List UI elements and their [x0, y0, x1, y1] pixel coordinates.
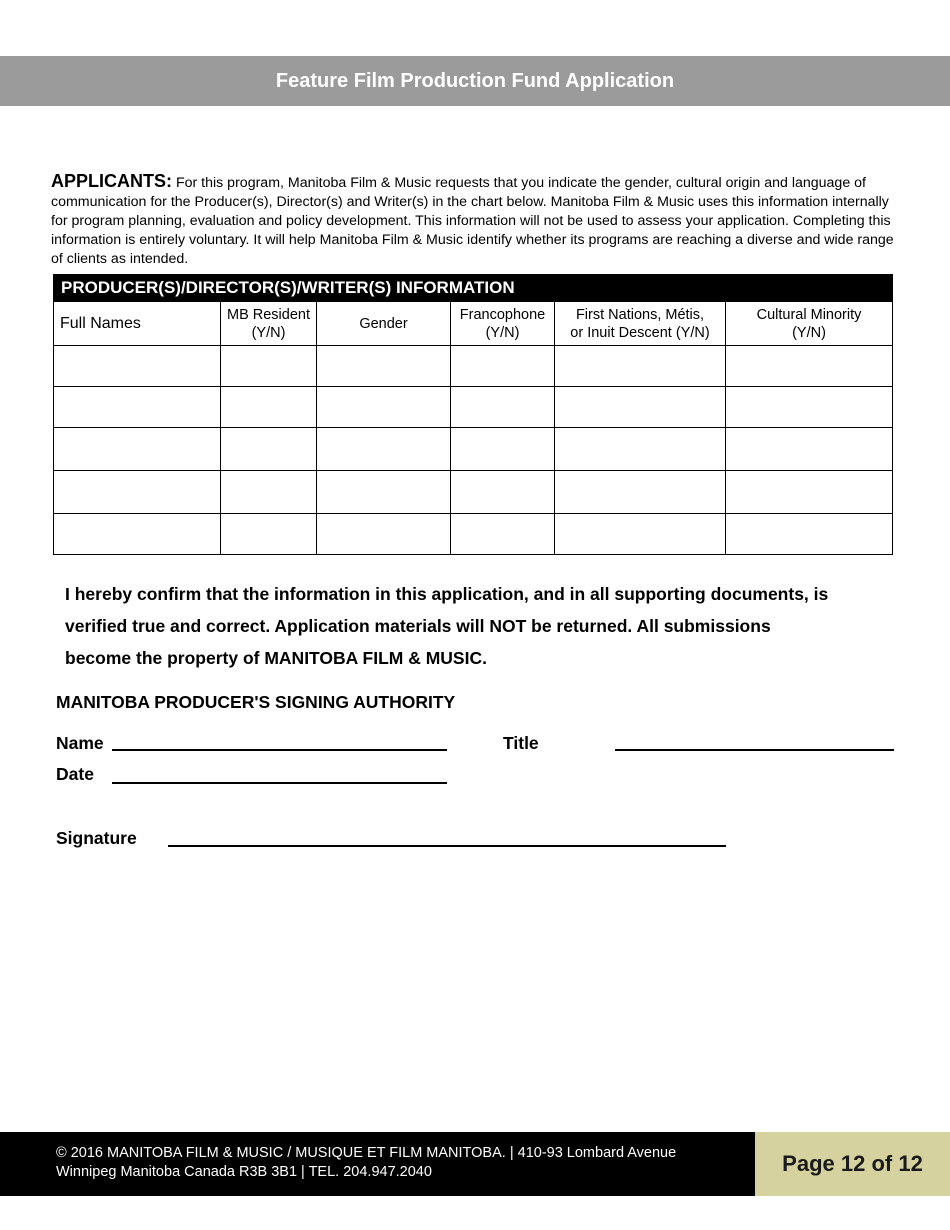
cell-cultural-minority[interactable] — [726, 346, 893, 387]
name-label: Name — [56, 733, 104, 753]
cell-cultural-minority[interactable] — [726, 387, 893, 428]
cell-full-name[interactable] — [54, 471, 221, 514]
applicants-text: For this program, Manitoba Film & Music requests that you indicate the gender, cultural origin and language of communication for the Producer(s), Director(s) and Writer(s) in the chart below. Manitoba Film & Music uses this information internally for program planning, evaluation and policy development. This information will not be used to assess your application. Completing this information is entirely voluntary. It will help Manitoba Film & Music identify whether its programs are reaching a diverse and wide range of clients as intended. — [51, 175, 894, 267]
column-header-gender: Gender — [317, 302, 451, 346]
cell-full-name[interactable] — [54, 346, 221, 387]
cell-francophone[interactable] — [451, 428, 555, 471]
table-row — [54, 471, 893, 514]
footer-contact — [0, 1132, 755, 1196]
cell-full-name[interactable] — [54, 514, 221, 555]
column-header-cultural-minority: Cultural Minority (Y/N) — [726, 302, 893, 346]
date-label: Date — [56, 764, 94, 784]
cell-mb-resident[interactable] — [221, 514, 317, 555]
column-header-indigenous-descent: First Nations, Métis, or Inuit Descent (Y/N) — [555, 302, 726, 346]
cell-indigenous-descent[interactable] — [555, 428, 726, 471]
header-band — [0, 56, 950, 106]
title-label: Title — [503, 733, 539, 753]
page-title: Feature Film Production Fund Application — [275, 69, 675, 92]
applicants-intro — [51, 172, 906, 269]
cell-gender[interactable] — [317, 514, 451, 555]
footer-address: Winnipeg Manitoba Canada R3B 3B1 | TEL. 204.947.2040 — [56, 1164, 432, 1180]
cell-gender[interactable] — [317, 387, 451, 428]
cell-francophone[interactable] — [451, 471, 555, 514]
cell-full-name[interactable] — [54, 387, 221, 428]
cell-indigenous-descent[interactable] — [555, 514, 726, 555]
cell-indigenous-descent[interactable] — [555, 387, 726, 428]
cell-gender[interactable] — [317, 346, 451, 387]
cell-full-name[interactable] — [54, 428, 221, 471]
cell-cultural-minority[interactable] — [726, 428, 893, 471]
confirmation-statement — [65, 578, 905, 674]
cell-mb-resident[interactable] — [221, 471, 317, 514]
column-header-francophone: Francophone (Y/N) — [451, 302, 555, 346]
signature-label: Signature — [56, 828, 137, 848]
producer-info-table — [53, 274, 893, 555]
cell-gender[interactable] — [317, 428, 451, 471]
cell-mb-resident[interactable] — [221, 387, 317, 428]
column-header-full-names: Full Names — [54, 302, 221, 346]
table-row — [54, 387, 893, 428]
table-row — [54, 346, 893, 387]
cell-indigenous-descent[interactable] — [555, 471, 726, 514]
table-row — [54, 428, 893, 471]
confirmation-line: become the property of MANITOBA FILM & MUSIC. — [65, 648, 487, 668]
title-field-line[interactable] — [615, 749, 894, 751]
cell-indigenous-descent[interactable] — [555, 346, 726, 387]
applicants-heading: APPLICANTS: — [51, 171, 172, 191]
cell-gender[interactable] — [317, 471, 451, 514]
cell-francophone[interactable] — [451, 387, 555, 428]
page-number: Page 12 of 12 — [755, 1132, 950, 1196]
cell-mb-resident[interactable] — [221, 346, 317, 387]
cell-francophone[interactable] — [451, 514, 555, 555]
date-field-line[interactable] — [112, 782, 447, 784]
cell-mb-resident[interactable] — [221, 428, 317, 471]
signature-field-line[interactable] — [168, 845, 726, 847]
table-title: PRODUCER(S)/DIRECTOR(S)/WRITER(S) INFORMATION — [54, 275, 893, 302]
confirmation-line: verified true and correct. Application materials will NOT be returned. All submissions — [65, 616, 771, 636]
signing-authority-heading: MANITOBA PRODUCER'S SIGNING AUTHORITY — [56, 692, 456, 712]
table-row — [54, 514, 893, 555]
confirmation-line: I hereby confirm that the information in this application, and in all supporting documents, is — [65, 584, 829, 604]
cell-cultural-minority[interactable] — [726, 514, 893, 555]
footer-copyright: © 2016 MANITOBA FILM & MUSIC / MUSIQUE ET FILM MANITOBA. | 410-93 Lombard Avenue — [56, 1145, 677, 1161]
column-header-mb-resident: MB Resident (Y/N) — [221, 302, 317, 346]
cell-francophone[interactable] — [451, 346, 555, 387]
name-field-line[interactable] — [112, 749, 447, 751]
cell-cultural-minority[interactable] — [726, 471, 893, 514]
